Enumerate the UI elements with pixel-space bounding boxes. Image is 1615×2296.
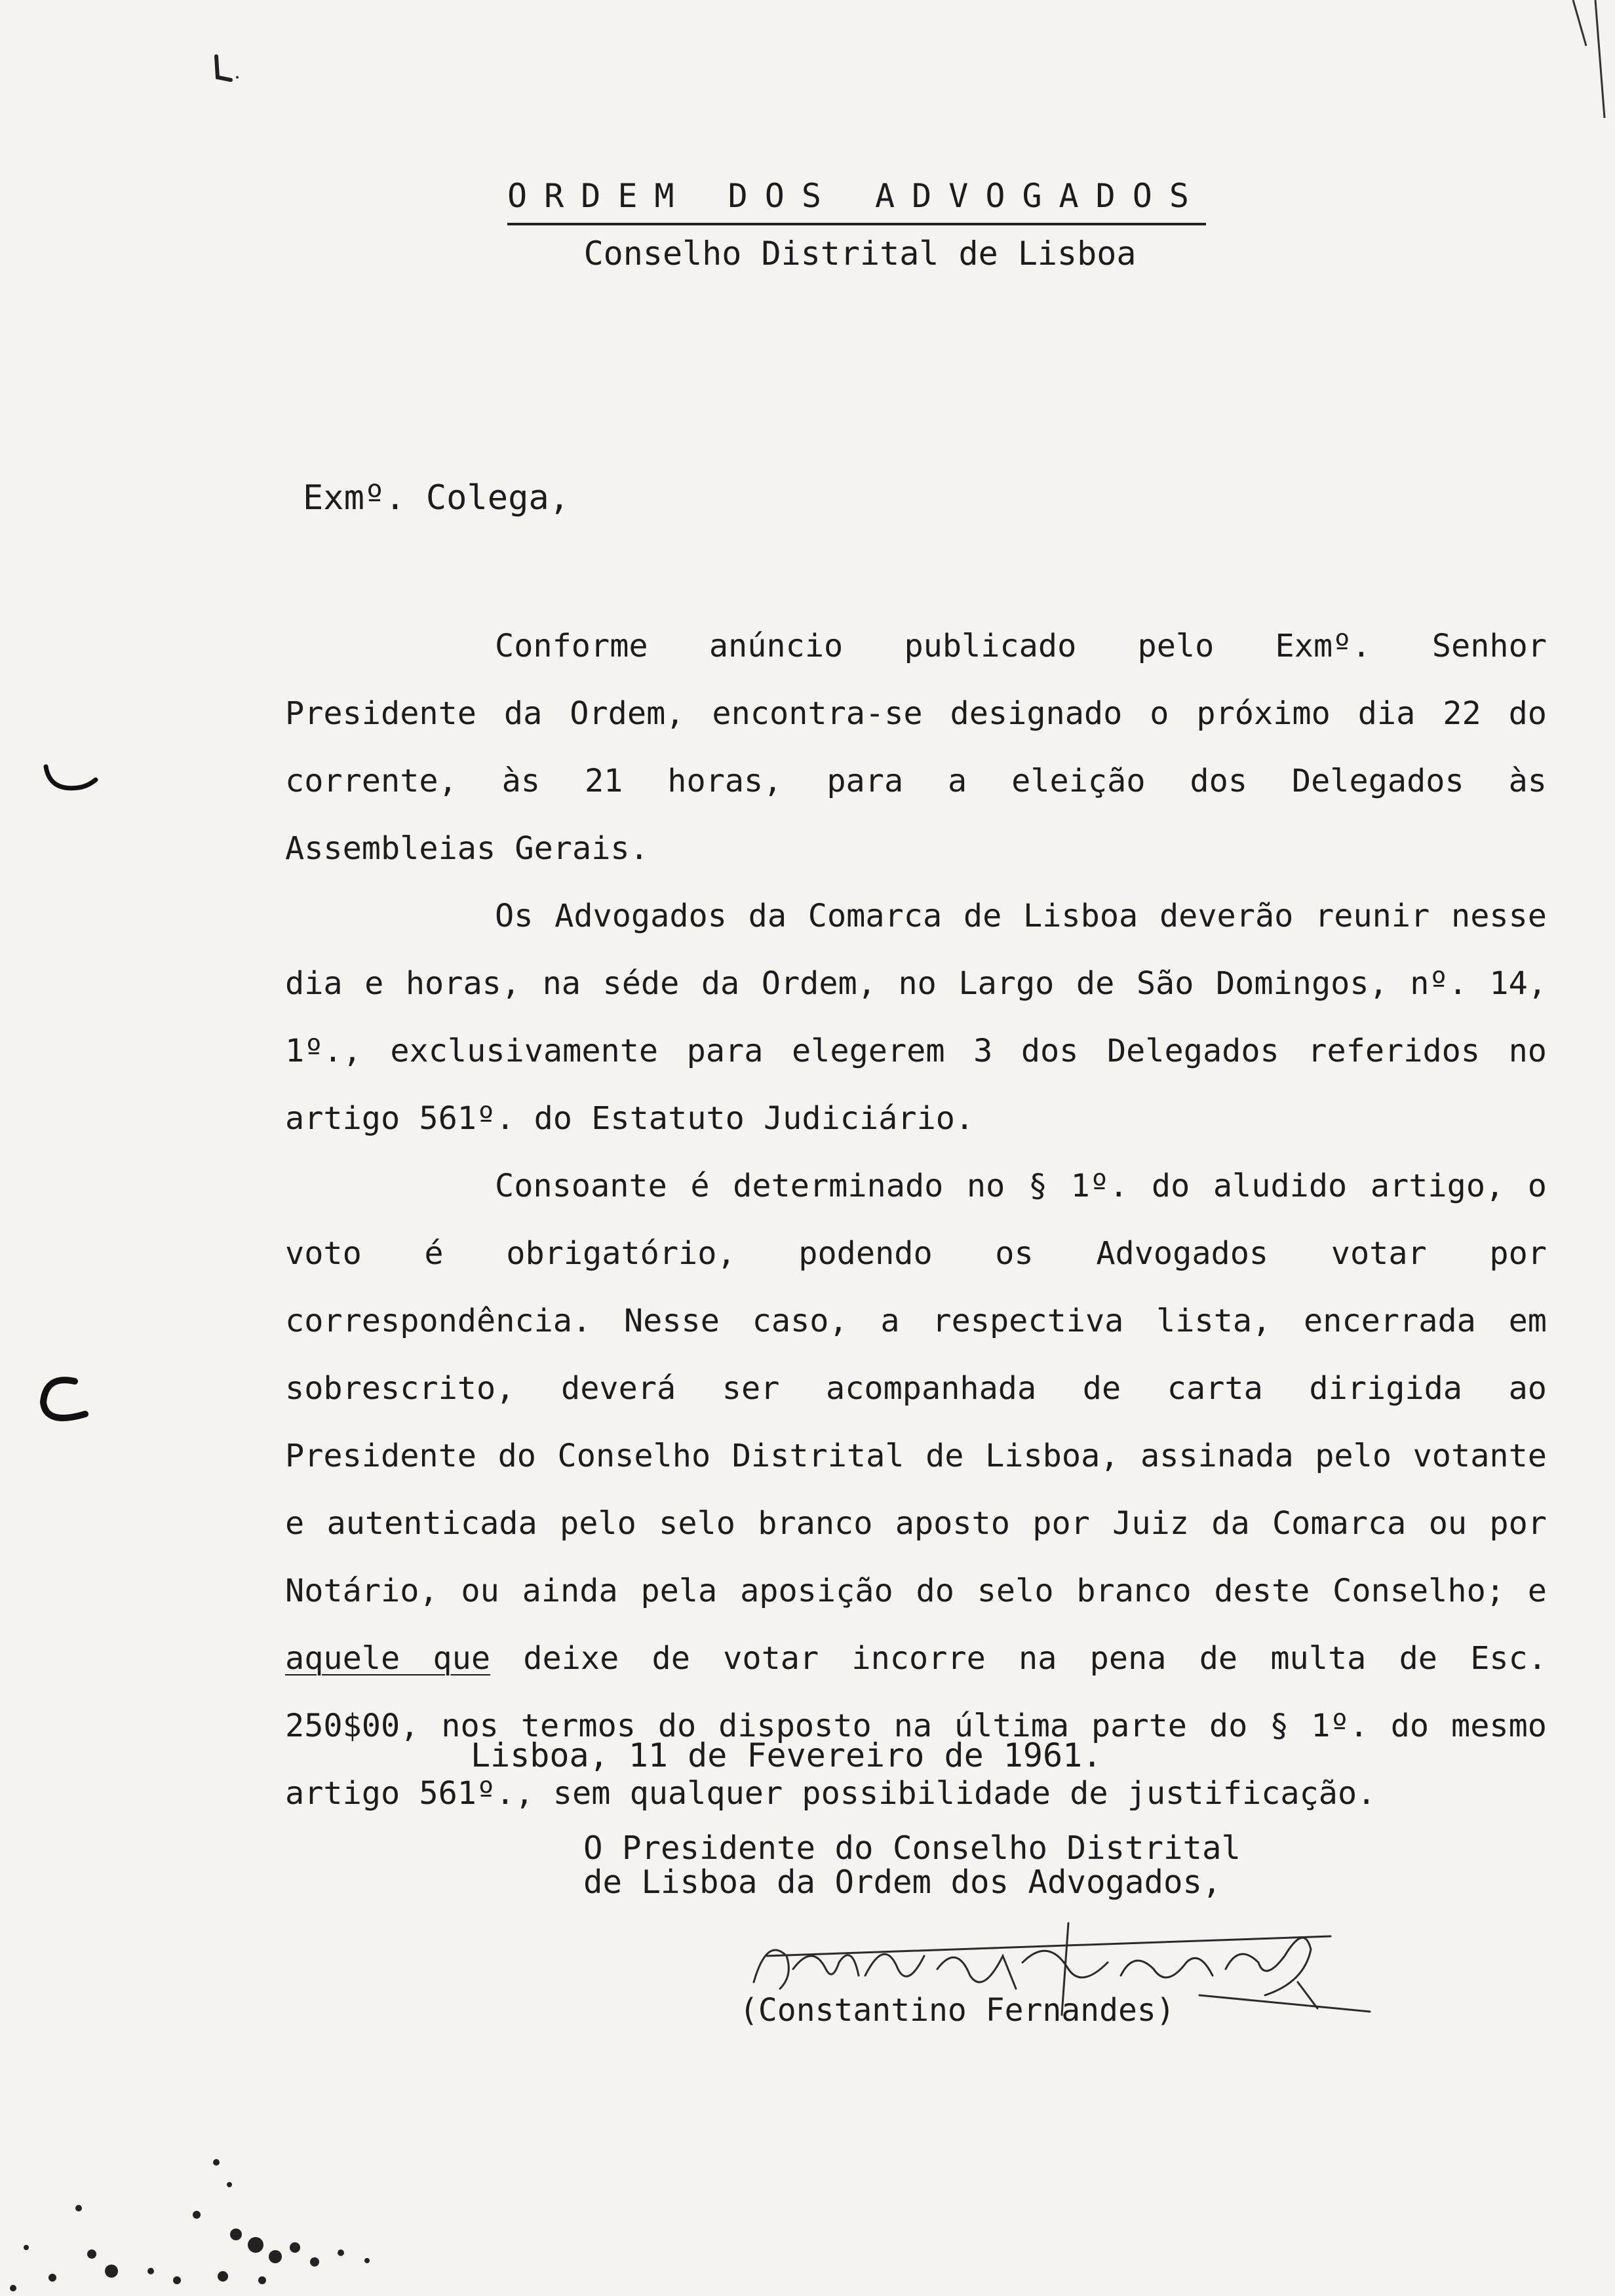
organization-title: ORDEM DOS ADVOGADOS	[507, 177, 1206, 225]
president-title-line-2: de Lisboa da Ordem dos Advogados,	[583, 1864, 1222, 1901]
council-name: Conselho Distrital de Lisboa	[583, 235, 1137, 273]
hole-punch-mark-bottom	[20, 1363, 98, 1442]
letter-body	[285, 613, 1547, 1827]
underlined-phrase: aquele que	[285, 1640, 491, 1677]
signatory-name: (Constantino Fernandes)	[739, 1992, 1175, 2029]
hole-punch-mark-top	[39, 760, 105, 806]
paper-stain-marks	[0, 2116, 419, 2296]
dateline: Lisboa, 11 de Fevereiro de 1961.	[471, 1736, 1102, 1774]
president-title-block	[583, 1831, 1241, 1900]
paragraph-mandatory-vote	[285, 1153, 1547, 1827]
salutation: Exmº. Colega,	[303, 478, 570, 518]
edge-scratch-marks	[1566, 0, 1615, 131]
letterhead	[0, 177, 1615, 273]
president-title-line-1: O Presidente do Conselho Distrital	[583, 1829, 1241, 1867]
paragraph-meeting-place: Os Advogados da Comarca de Lisboa deverão reunir nesse dia e horas, na séde da Ordem, no Largo de São Domingos, nº. 14, 1º., exclusivamente para elegerem 3 dos Delegados referidos no artigo 561º. do Estatuto Judiciário.	[285, 898, 1547, 1137]
paragraph-election-notice: Conforme anúncio publicado pelo Exmº. Senhor Presidente da Ordem, encontra-se designado o próximo dia 22 do corrente, às 21 horas, para a eleição dos Delegados às Assembleias Gerais.	[285, 628, 1547, 867]
paragraph-text-after: deixe de votar incorre na pena de multa de Esc. 250$00, nos termos do disposto na última parte do § 1º. do mesmo artigo 561º., sem qualquer possibilidade de justificação.	[285, 1640, 1547, 1812]
paragraph-text-before: Consoante é determinado no § 1º. do aludido artigo, o voto é obrigatório, podendo os Advogados votar por correspondência. Nesse caso, a respectiva lista, encerrada em sobrescrito, deverá ser acompanhada de carta dirigida ao Presidente do Conselho Distrital de Lisboa, assinada pelo votante e autenticada pelo selo branco aposto por Juiz da Comarca ou por Notário, ou ainda pela aposição do selo branco deste Conselho; e	[285, 1168, 1547, 1609]
corner-mark	[204, 51, 244, 90]
